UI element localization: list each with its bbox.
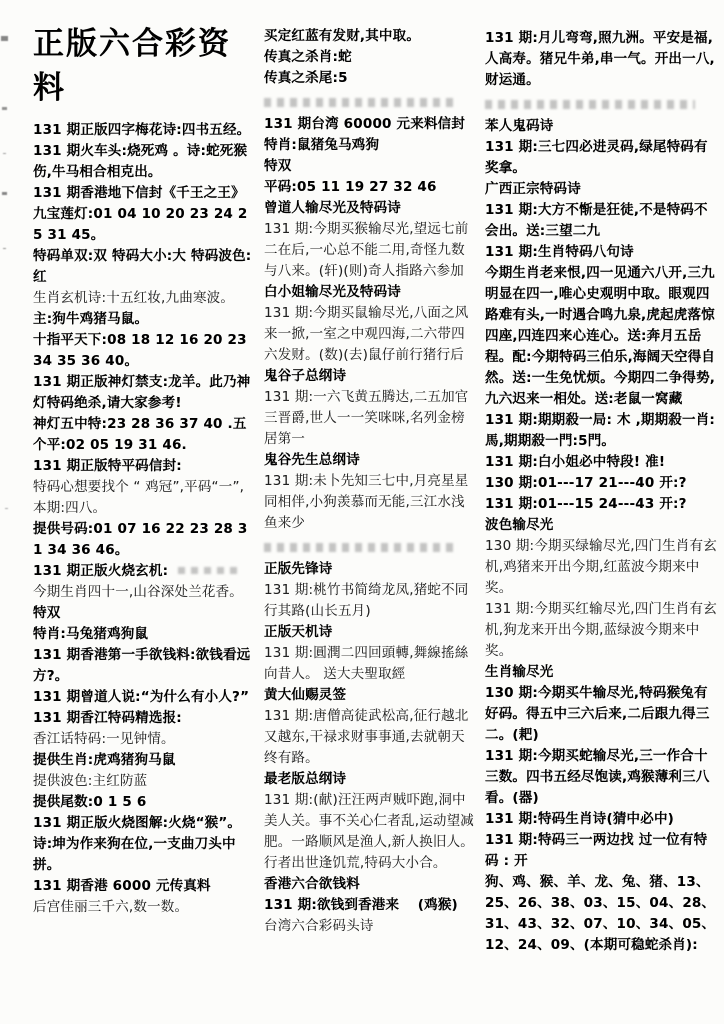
text-line: 131 期:未卜先知三七中,月亮星星同相伴,小狗羡慕而无能,三江水浅鱼来少 bbox=[264, 473, 469, 531]
text-line: 131 期香港地下信封《千王之王》 bbox=[33, 185, 245, 201]
text-line: 特码单双:双 特码大小:大 特码波色:红 bbox=[33, 248, 252, 285]
text-line: 鬼谷先生总纲诗 bbox=[264, 452, 360, 468]
text-line: 生肖玄机诗:十五红妆,九曲寒波。 bbox=[33, 290, 235, 306]
text-line: 曾道人输尽光及特码诗 bbox=[264, 200, 401, 216]
text-line: 131 期正版特平码信封: bbox=[33, 458, 182, 474]
text-line: 今期生肖四十一,山谷深处兰花香。 bbox=[33, 584, 243, 600]
smudged-line bbox=[264, 98, 455, 107]
text-line: 131 期:唐僧高徒武松高,征行越北又越东,干禄求财事事通,去就朝天终有路。 bbox=[264, 708, 469, 766]
text-line: 特肖:马兔猪鸡狗鼠 bbox=[33, 626, 149, 642]
text-line: 131 期:桃竹书简绮龙凤,猪蛇不同行其路(山长五月) bbox=[264, 582, 469, 619]
text-line: 131 期:一六飞黄五腾达,二五加官三晋爵,世人一一笑咪咪,名列金榜居第一 bbox=[264, 389, 469, 447]
text-line: 生肖输尽光 bbox=[485, 664, 554, 680]
text-line: 131 期:大方不惭是狂徒,不是特码不会出。送:三望二九 bbox=[485, 202, 708, 239]
text-line: 买定红蓝有发财,其中取。 bbox=[264, 28, 421, 44]
text-line: 130 期:01---17 21---40 开:? bbox=[485, 475, 687, 491]
text-line: 后宫佳丽三千六,数一数。 bbox=[33, 899, 189, 915]
smudged-line bbox=[178, 567, 240, 574]
text-line: 白小姐输尽光及特码诗 bbox=[264, 284, 401, 300]
text-line: 神灯五中特:23 28 36 37 40 .五个平:02 05 19 31 46. bbox=[33, 416, 247, 453]
text-line: 香港六合欲钱料 bbox=[264, 876, 360, 892]
text-line: 苯人鬼码诗 bbox=[485, 118, 554, 134]
text-line: 131 期曾道人说:“为什么有小人?” bbox=[33, 689, 250, 705]
text-line: 131 期:今期买鼠输尽光,八面之风来一掀,一室之中观四海,二六带四六发财。(数)(去)鼠仔前行猪行后 bbox=[264, 305, 469, 363]
smudged-line bbox=[264, 543, 455, 552]
text-line: 今期生肖老来恨,四一见通六八开,三九明显在四一,唯心史观明中取。眼观四路难有头,一时遇合鸣九泉,虎起虎落惊四座,四连四来心连心。送:奔月五岳程。配:今期特码三伯乐,海阔天空得自然。送:一生免忧烦。今期四二争得势,九六迟来一相处。送:老鼠一窝藏 bbox=[485, 265, 716, 407]
text-line: 提供号码:01 07 16 22 23 28 31 34 36 46。 bbox=[33, 521, 248, 558]
text-line: 131 期:01---15 24---43 开:? bbox=[485, 496, 687, 512]
text-line: 130 期:今期买绿输尽光,四门生肖有玄机,鸡猪来开出今期,红蓝波今期来中奖。 bbox=[485, 538, 717, 596]
text-line: 传真之杀尾:5 bbox=[264, 70, 348, 86]
text-line: 131 期香港第一手欲钱料:欲钱看远方?。 bbox=[33, 647, 251, 684]
text-line: 131 期香港 6000 元传真料 bbox=[33, 878, 211, 894]
text-line: 波色输尽光 bbox=[485, 517, 554, 533]
text-line: 九宝莲灯:01 04 10 20 23 24 25 31 45。 bbox=[33, 206, 248, 243]
page-title: 正版六合彩资料 bbox=[33, 26, 231, 106]
text-line: 正版先锋诗 bbox=[264, 561, 333, 577]
text-line: 131 期:月儿弯弯,照九洲。平安是福,人高寿。猪兄牛弟,串一气。开出一八,财运通。 bbox=[485, 30, 715, 88]
text-line: 131 期台湾 60000 元来料信封 bbox=[264, 116, 466, 132]
text-line: 台湾六合彩码头诗 bbox=[264, 918, 374, 934]
text-line: 131 期:三七四必进灵码,绿尾特码有奖拿。 bbox=[485, 139, 708, 176]
text-line: 主:狗牛鸡猪马鼠。 bbox=[33, 311, 149, 327]
text-line: 131 期:欲钱到香港来 (鸡猴) bbox=[264, 897, 458, 913]
text-line: 传真之杀肖:蛇 bbox=[264, 49, 352, 65]
text-line: 131 期:生肖特码八句诗 bbox=[485, 244, 634, 260]
text-line: 131 期:特码三一两边找 过一位有特码 : 开 bbox=[485, 832, 708, 869]
text-line: 鬼谷子总纲诗 bbox=[264, 368, 347, 384]
text-line: 131 期:今期买红输尽光,四门生肖有玄机,狗龙来开出今期,蓝绿波今期来中奖。 bbox=[485, 601, 717, 659]
text-line: 131 期正版四字梅花诗:四书五经。 bbox=[33, 122, 251, 138]
text-line: 提供生肖:虎鸡猪狗马鼠 bbox=[33, 752, 176, 768]
text-line: 131 期:今期买猴输尽光,望远七前二在后,一心总不能二用,奇怪九数与八来。(轩)(则)奇人指路六参加 bbox=[264, 221, 469, 279]
column-right bbox=[485, 20, 718, 1024]
text-line: 131 期正版火烧玄机: bbox=[33, 561, 255, 582]
text-line: 特双 bbox=[33, 605, 61, 621]
text-line: 131 期:圓潤二四回頭轉,舞線搖絲向昔人。 送大夫聖取經 bbox=[264, 645, 469, 682]
text-line: 最老版总纲诗 bbox=[264, 771, 347, 787]
smudged-line bbox=[485, 100, 695, 109]
text-line: 特双 bbox=[264, 158, 292, 174]
text-line: 131 期:(献)汪汪两声贼吓跑,洞中美人关。事不关心仁者乱,运动望减肥。一路顺风是渔人,新人换旧人。行者出世逢饥荒,特码大小合。 bbox=[264, 792, 474, 871]
text-line: 特码心想要找个 “ 鸡冠”,平码“一”,本期:四八。 bbox=[33, 479, 245, 516]
text-line: 130 期:今期买牛输尽光,特码猴兔有好码。得五中三六后来,二后跟九得三二。(耙) bbox=[485, 685, 710, 743]
text-line: 黄大仙赐灵签 bbox=[264, 687, 347, 703]
text-line: 香江话特码:一见钟情。 bbox=[33, 731, 175, 747]
text-line: 特肖:鼠猪兔马鸡狗 bbox=[264, 137, 380, 153]
text-line: 提供尾数:0 1 5 6 bbox=[33, 794, 147, 810]
column-left bbox=[33, 20, 255, 1024]
text-line: 131 期:期期殺一局: 木 ,期期殺一肖:馬,期期殺一門:5門。 bbox=[485, 412, 716, 449]
text-line: 狗、鸡、猴、羊、龙、兔、猪、13、25、26、38、03、15、04、28、31、43、32、07、10、34、05、12、24、09、(本期可稳蛇杀肖): bbox=[485, 874, 716, 953]
text-line: 广西正宗特码诗 bbox=[485, 181, 581, 197]
text-line: 正版天机诗 bbox=[264, 624, 333, 640]
text-line: 131 期:特码生肖诗(猜中必中) bbox=[485, 811, 675, 827]
text-line: 平码:05 11 19 27 32 46 bbox=[264, 179, 437, 195]
text-line: 131 期正版神灯禁支:龙羊。此乃神灯特码绝杀,请大家参考! bbox=[33, 374, 251, 411]
text-line: 131 期:白小姐必中特段! 准! bbox=[485, 454, 666, 470]
text-line: 十指平天下:08 18 12 16 20 23 34 35 36 40。 bbox=[33, 332, 247, 369]
column-middle bbox=[264, 20, 476, 1024]
text-line: 131 期正版火烧图解:火烧“猴”。诗:坤为作来狗在位,一支曲刀头中拼。 bbox=[33, 815, 242, 873]
text-line: 131 期:今期买蛇输尽光,三一作合十三数。四书五经尽饱读,鸡猴薄利三八看。(器) bbox=[485, 748, 710, 806]
text-line: 131 期火车头:烧死鸡 。诗:蛇死猴伤,牛马相合相克出。 bbox=[33, 143, 248, 180]
text-line: 提供波色:主红防蓝 bbox=[33, 773, 148, 789]
text-line: 131 期香江特码精选报: bbox=[33, 710, 182, 726]
